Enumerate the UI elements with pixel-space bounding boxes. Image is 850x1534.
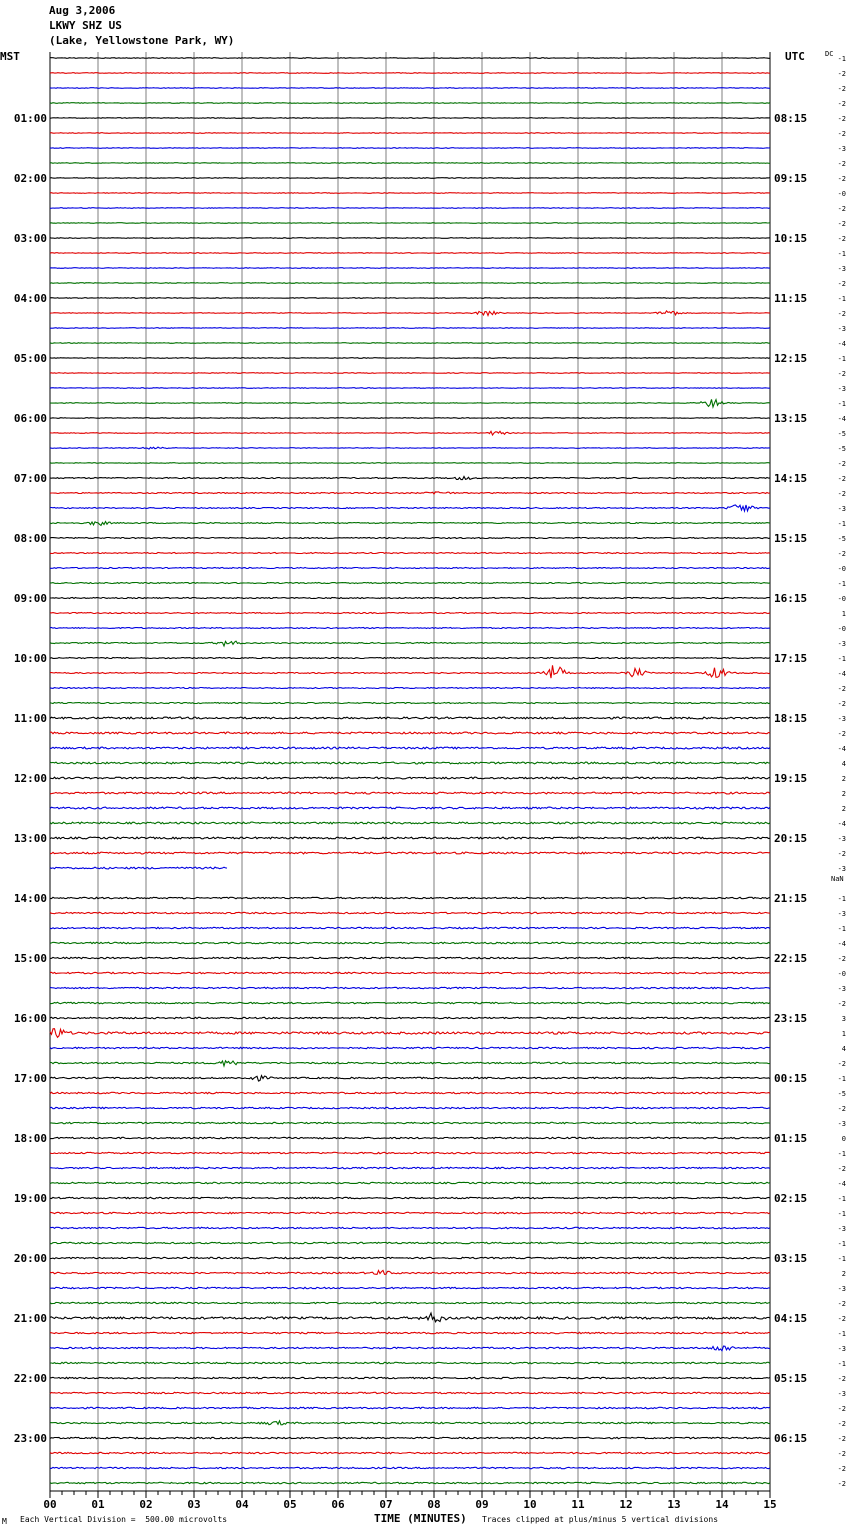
trace-32 xyxy=(50,538,770,539)
trace-offset-value: -3 xyxy=(837,910,846,918)
trace-91 xyxy=(50,1421,770,1425)
trace-offset-value: 2 xyxy=(841,775,846,783)
utc-hour-label: 20:15 xyxy=(774,832,808,845)
trace-56 xyxy=(50,897,770,898)
x-axis xyxy=(43,1491,776,1511)
trace-74 xyxy=(50,1167,770,1168)
trace-18 xyxy=(50,328,770,329)
trace-offset-value: -3 xyxy=(837,505,846,513)
trace-offset-value: -0 xyxy=(837,565,846,573)
utc-hour-label: 00:15 xyxy=(774,1072,808,1085)
trace-offset-value: -3 xyxy=(837,1225,846,1233)
trace-16 xyxy=(50,298,770,299)
trace-offset-value: -2 xyxy=(837,235,846,243)
trace-70 xyxy=(50,1107,770,1108)
x-axis-title: TIME (MINUTES) xyxy=(374,1512,467,1525)
mst-hour-label: 01:00 xyxy=(13,112,47,125)
trace-offset-value: -2 xyxy=(837,1450,846,1458)
trace-offset-value: -2 xyxy=(837,310,846,318)
trace-offset-value: -1 xyxy=(837,580,846,588)
trace-offset-value: -2 xyxy=(837,550,846,558)
trace-14 xyxy=(50,268,770,269)
trace-offset-value: -4 xyxy=(837,940,846,948)
trace-11 xyxy=(50,223,770,224)
trace-offset-value: -1 xyxy=(837,1255,846,1263)
trace-offset-value: -1 xyxy=(837,1240,846,1248)
utc-hour-label: 16:15 xyxy=(774,592,808,605)
trace-offset-value: -0 xyxy=(837,595,846,603)
mst-hour-label: 23:00 xyxy=(13,1432,47,1445)
trace-62 xyxy=(50,987,770,988)
utc-hour-label: 09:15 xyxy=(774,172,808,185)
trace-42 xyxy=(50,688,770,689)
trace-offset-value: -2 xyxy=(837,1375,846,1383)
trace-12 xyxy=(50,238,770,239)
hour-labels-right xyxy=(774,112,807,1445)
trace-offset-value: -1 xyxy=(837,1075,846,1083)
trace-40 xyxy=(50,658,770,659)
trace-85 xyxy=(50,1332,770,1333)
utc-hour-label: 23:15 xyxy=(774,1012,808,1025)
trace-82 xyxy=(50,1287,770,1288)
trace-94 xyxy=(50,1467,770,1468)
x-tick-label: 08 xyxy=(427,1498,441,1511)
x-tick-label: 04 xyxy=(235,1498,249,1511)
x-tick-label: 01 xyxy=(91,1498,105,1511)
trace-73 xyxy=(50,1152,770,1153)
x-tick-label: 06 xyxy=(331,1498,345,1511)
mst-hour-label: 19:00 xyxy=(13,1192,47,1205)
trace-offset-value: 2 xyxy=(841,805,846,813)
trace-offset-value: 2 xyxy=(841,790,846,798)
trace-offset-value: -2 xyxy=(837,115,846,123)
left-timezone-label: MST xyxy=(0,50,20,63)
trace-71 xyxy=(50,1122,770,1123)
utc-hour-label: 04:15 xyxy=(774,1312,808,1325)
trace-7 xyxy=(50,163,770,164)
station-code: LKWY SHZ US xyxy=(49,19,122,32)
trace-offset-value: -2 xyxy=(837,700,846,708)
trace-68 xyxy=(50,1076,770,1081)
trace-offset-value: -3 xyxy=(837,385,846,393)
trace-10 xyxy=(50,208,770,209)
trace-offset-value: -2 xyxy=(837,1405,846,1413)
trace-offset-value: -2 xyxy=(837,460,846,468)
utc-hour-label: 11:15 xyxy=(774,292,808,305)
trace-46 xyxy=(50,747,770,749)
trace-43 xyxy=(50,703,770,704)
trace-offset-value: -1 xyxy=(837,400,846,408)
utc-hour-label: 21:15 xyxy=(774,892,808,905)
trace-47 xyxy=(50,762,770,764)
trace-offset-value: -1 xyxy=(837,1360,846,1368)
trace-78 xyxy=(50,1227,770,1228)
hour-labels-left xyxy=(14,112,47,1445)
utc-hour-label: 22:15 xyxy=(774,952,808,965)
x-tick-label: 00 xyxy=(43,1498,57,1511)
mst-hour-label: 14:00 xyxy=(13,892,47,905)
trace-31 xyxy=(50,522,770,526)
trace-60 xyxy=(50,957,770,958)
trace-offset-value: -3 xyxy=(837,985,846,993)
x-tick-label: 13 xyxy=(667,1498,681,1511)
utc-hour-label: 06:15 xyxy=(774,1432,808,1445)
trace-59 xyxy=(50,942,770,943)
trace-86 xyxy=(50,1346,770,1351)
trace-offset-value: -2 xyxy=(837,175,846,183)
scale-note: Each Vertical Division = 500.00 microvolts xyxy=(20,1515,228,1524)
trace-88 xyxy=(50,1377,770,1378)
trace-offset-value: -1 xyxy=(837,520,846,528)
trace-offset-column xyxy=(825,50,846,1488)
trace-5 xyxy=(50,133,770,134)
trace-offset-value: -3 xyxy=(837,835,846,843)
trace-offset-value: -3 xyxy=(837,145,846,153)
trace-group xyxy=(50,58,770,1484)
trace-0 xyxy=(50,58,770,59)
trace-offset-value: -2 xyxy=(837,1420,846,1428)
trace-77 xyxy=(50,1212,770,1213)
trace-92 xyxy=(50,1437,770,1438)
trace-9 xyxy=(50,193,770,194)
trace-offset-value: -1 xyxy=(837,895,846,903)
trace-13 xyxy=(50,253,770,254)
mst-hour-label: 13:00 xyxy=(13,832,47,845)
trace-offset-value: -4 xyxy=(837,820,846,828)
trace-87 xyxy=(50,1362,770,1363)
trace-15 xyxy=(50,283,770,284)
trace-offset-value: -2 xyxy=(837,1480,846,1488)
trace-6 xyxy=(50,148,770,149)
x-tick-label: 11 xyxy=(571,1498,585,1511)
trace-offset-value: -2 xyxy=(837,1435,846,1443)
mst-hour-label: 20:00 xyxy=(13,1252,47,1265)
trace-offset-value: -1 xyxy=(837,655,846,663)
trace-45 xyxy=(50,732,770,734)
trace-offset-value: -2 xyxy=(837,1105,846,1113)
trace-offset-value: -2 xyxy=(837,1300,846,1308)
trace-offset-value: -5 xyxy=(837,430,846,438)
trace-offset-value: -0 xyxy=(837,190,846,198)
trace-22 xyxy=(50,388,770,389)
clip-note: Traces clipped at plus/minus 5 vertical divisions xyxy=(482,1515,719,1524)
trace-44 xyxy=(50,717,770,719)
x-tick-label: 05 xyxy=(283,1498,297,1511)
x-tick-label: 07 xyxy=(379,1498,393,1511)
trace-65 xyxy=(50,1029,770,1038)
trace-66 xyxy=(50,1047,770,1048)
trace-offset-value: -4 xyxy=(837,1180,846,1188)
trace-offset-value: -2 xyxy=(837,490,846,498)
trace-offset-value: -2 xyxy=(837,1000,846,1008)
trace-54 xyxy=(50,867,227,869)
x-tick-label: 15 xyxy=(763,1498,777,1511)
trace-23 xyxy=(50,399,770,407)
offset-marker-gap: NaN xyxy=(831,875,844,883)
trace-offset-value: -1 xyxy=(837,55,846,63)
utc-hour-label: 10:15 xyxy=(774,232,808,245)
trace-79 xyxy=(50,1242,770,1243)
trace-offset-value: -3 xyxy=(837,325,846,333)
trace-58 xyxy=(50,927,770,928)
utc-hour-label: 19:15 xyxy=(774,772,808,785)
trace-29 xyxy=(50,492,770,494)
mst-hour-label: 06:00 xyxy=(13,412,47,425)
trace-offset-value: -2 xyxy=(837,85,846,93)
trace-offset-value: -1 xyxy=(837,1330,846,1338)
trace-offset-value: -3 xyxy=(837,265,846,273)
trace-53 xyxy=(50,852,770,854)
trace-offset-value: -2 xyxy=(837,1165,846,1173)
trace-offset-value: -2 xyxy=(837,1060,846,1068)
trace-offset-value: -3 xyxy=(837,640,846,648)
trace-offset-value: -1 xyxy=(837,355,846,363)
x-tick-label: 10 xyxy=(523,1498,537,1511)
trace-offset-value: 4 xyxy=(841,1045,846,1053)
trace-offset-value: -1 xyxy=(837,925,846,933)
trace-93 xyxy=(50,1452,770,1453)
trace-offset-value: -2 xyxy=(837,685,846,693)
record-date: Aug 3,2006 xyxy=(49,4,116,17)
x-tick-label: 14 xyxy=(715,1498,729,1511)
trace-offset-value: -0 xyxy=(837,625,846,633)
trace-offset-value: -1 xyxy=(837,1150,846,1158)
mst-hour-label: 11:00 xyxy=(13,712,47,725)
trace-3 xyxy=(50,103,770,104)
trace-offset-value: -3 xyxy=(837,1120,846,1128)
trace-offset-value: -3 xyxy=(837,1390,846,1398)
trace-offset-value: -5 xyxy=(837,535,846,543)
trace-35 xyxy=(50,583,770,584)
trace-offset-value: 2 xyxy=(841,1270,846,1278)
utc-hour-label: 03:15 xyxy=(774,1252,808,1265)
trace-8 xyxy=(50,178,770,179)
mst-hour-label: 09:00 xyxy=(13,592,47,605)
trace-52 xyxy=(50,837,770,839)
utc-hour-label: 08:15 xyxy=(774,112,808,125)
trace-95 xyxy=(50,1482,770,1483)
x-tick-label: 09 xyxy=(475,1498,489,1511)
utc-hour-label: 12:15 xyxy=(774,352,808,365)
trace-offset-value: -4 xyxy=(837,745,846,753)
trace-offset-value: 4 xyxy=(841,760,846,768)
utc-hour-label: 05:15 xyxy=(774,1372,808,1385)
trace-72 xyxy=(50,1137,770,1138)
trace-offset-value: -3 xyxy=(837,1345,846,1353)
trace-49 xyxy=(50,792,770,794)
trace-offset-value: -4 xyxy=(837,670,846,678)
trace-64 xyxy=(50,1017,770,1018)
trace-38 xyxy=(50,628,770,629)
utc-hour-label: 13:15 xyxy=(774,412,808,425)
trace-80 xyxy=(50,1257,770,1258)
trace-offset-value: 0 xyxy=(841,1135,846,1143)
trace-33 xyxy=(50,553,770,554)
trace-offset-value: -2 xyxy=(837,220,846,228)
trace-50 xyxy=(50,807,770,809)
utc-hour-label: 18:15 xyxy=(774,712,808,725)
trace-39 xyxy=(50,641,770,646)
trace-offset-value: 1 xyxy=(841,610,846,618)
trace-27 xyxy=(50,463,770,464)
trace-24 xyxy=(50,418,770,419)
trace-offset-value: -2 xyxy=(837,370,846,378)
trace-19 xyxy=(50,343,770,344)
trace-offset-value: -3 xyxy=(837,865,846,873)
trace-26 xyxy=(50,447,770,449)
trace-75 xyxy=(50,1182,770,1183)
utc-hour-label: 01:15 xyxy=(774,1132,808,1145)
trace-89 xyxy=(50,1392,770,1393)
trace-offset-value: -4 xyxy=(837,415,846,423)
station-location: (Lake, Yellowstone Park, WY) xyxy=(49,34,235,47)
trace-81 xyxy=(50,1270,770,1274)
mst-hour-label: 18:00 xyxy=(13,1132,47,1145)
trace-28 xyxy=(50,477,770,480)
trace-76 xyxy=(50,1197,770,1198)
trace-69 xyxy=(50,1092,770,1093)
mst-hour-label: 07:00 xyxy=(13,472,47,485)
trace-84 xyxy=(50,1313,770,1322)
utc-hour-label: 17:15 xyxy=(774,652,808,665)
trace-57 xyxy=(50,912,770,913)
x-tick-label: 02 xyxy=(139,1498,153,1511)
trace-offset-value: -2 xyxy=(837,1315,846,1323)
trace-offset-value: -0 xyxy=(837,970,846,978)
mst-hour-label: 10:00 xyxy=(13,652,47,665)
mst-hour-label: 08:00 xyxy=(13,532,47,545)
trace-90 xyxy=(50,1407,770,1408)
trace-offset-value: -2 xyxy=(837,850,846,858)
mst-hour-label: 12:00 xyxy=(13,772,47,785)
trace-offset-value: -2 xyxy=(837,730,846,738)
mst-hour-label: 16:00 xyxy=(13,1012,47,1025)
right-timezone-label: UTC xyxy=(785,50,805,63)
trace-48 xyxy=(50,777,770,779)
utc-hour-label: 02:15 xyxy=(774,1192,808,1205)
trace-offset-value: -2 xyxy=(837,100,846,108)
mst-hour-label: 02:00 xyxy=(13,172,47,185)
trace-offset-value: -1 xyxy=(837,295,846,303)
x-tick-label: 03 xyxy=(187,1498,201,1511)
trace-17 xyxy=(50,311,770,316)
mst-hour-label: 15:00 xyxy=(13,952,47,965)
trace-offset-value: -4 xyxy=(837,340,846,348)
utc-hour-label: 15:15 xyxy=(774,532,808,545)
trace-offset-value: -2 xyxy=(837,280,846,288)
trace-offset-value: -2 xyxy=(837,70,846,78)
trace-offset-value: -1 xyxy=(837,1195,846,1203)
trace-offset-value: -5 xyxy=(837,1090,846,1098)
utc-hour-label: 14:15 xyxy=(774,472,808,485)
trace-20 xyxy=(50,358,770,359)
trace-4 xyxy=(50,118,770,119)
mst-hour-label: 04:00 xyxy=(13,292,47,305)
trace-1 xyxy=(50,73,770,74)
mst-hour-label: 22:00 xyxy=(13,1372,47,1385)
corner-mark: M xyxy=(2,1517,7,1526)
trace-offset-value: -5 xyxy=(837,445,846,453)
trace-41 xyxy=(50,665,770,678)
trace-offset-value: 3 xyxy=(841,1015,846,1023)
offset-marker-start: DC xyxy=(825,50,834,58)
trace-36 xyxy=(50,598,770,599)
trace-2 xyxy=(50,88,770,89)
trace-offset-value: -2 xyxy=(837,1465,846,1473)
trace-25 xyxy=(50,431,770,435)
mst-hour-label: 21:00 xyxy=(13,1312,47,1325)
x-tick-label: 12 xyxy=(619,1498,633,1511)
trace-offset-value: 1 xyxy=(841,1030,846,1038)
mst-hour-label: 03:00 xyxy=(13,232,47,245)
trace-offset-value: -2 xyxy=(837,955,846,963)
trace-offset-value: -3 xyxy=(837,1285,846,1293)
mst-hour-label: 17:00 xyxy=(13,1072,47,1085)
trace-67 xyxy=(50,1061,770,1066)
trace-63 xyxy=(50,1002,770,1003)
trace-83 xyxy=(50,1302,770,1303)
trace-21 xyxy=(50,373,770,374)
trace-offset-value: -3 xyxy=(837,715,846,723)
trace-51 xyxy=(50,822,770,824)
trace-offset-value: -2 xyxy=(837,130,846,138)
trace-offset-value: -1 xyxy=(837,250,846,258)
trace-offset-value: -2 xyxy=(837,160,846,168)
trace-34 xyxy=(50,568,770,569)
mst-hour-label: 05:00 xyxy=(13,352,47,365)
trace-37 xyxy=(50,613,770,614)
trace-30 xyxy=(50,505,770,511)
trace-offset-value: -2 xyxy=(837,475,846,483)
trace-offset-value: -1 xyxy=(837,1210,846,1218)
trace-offset-value: -2 xyxy=(837,205,846,213)
trace-61 xyxy=(50,972,770,973)
